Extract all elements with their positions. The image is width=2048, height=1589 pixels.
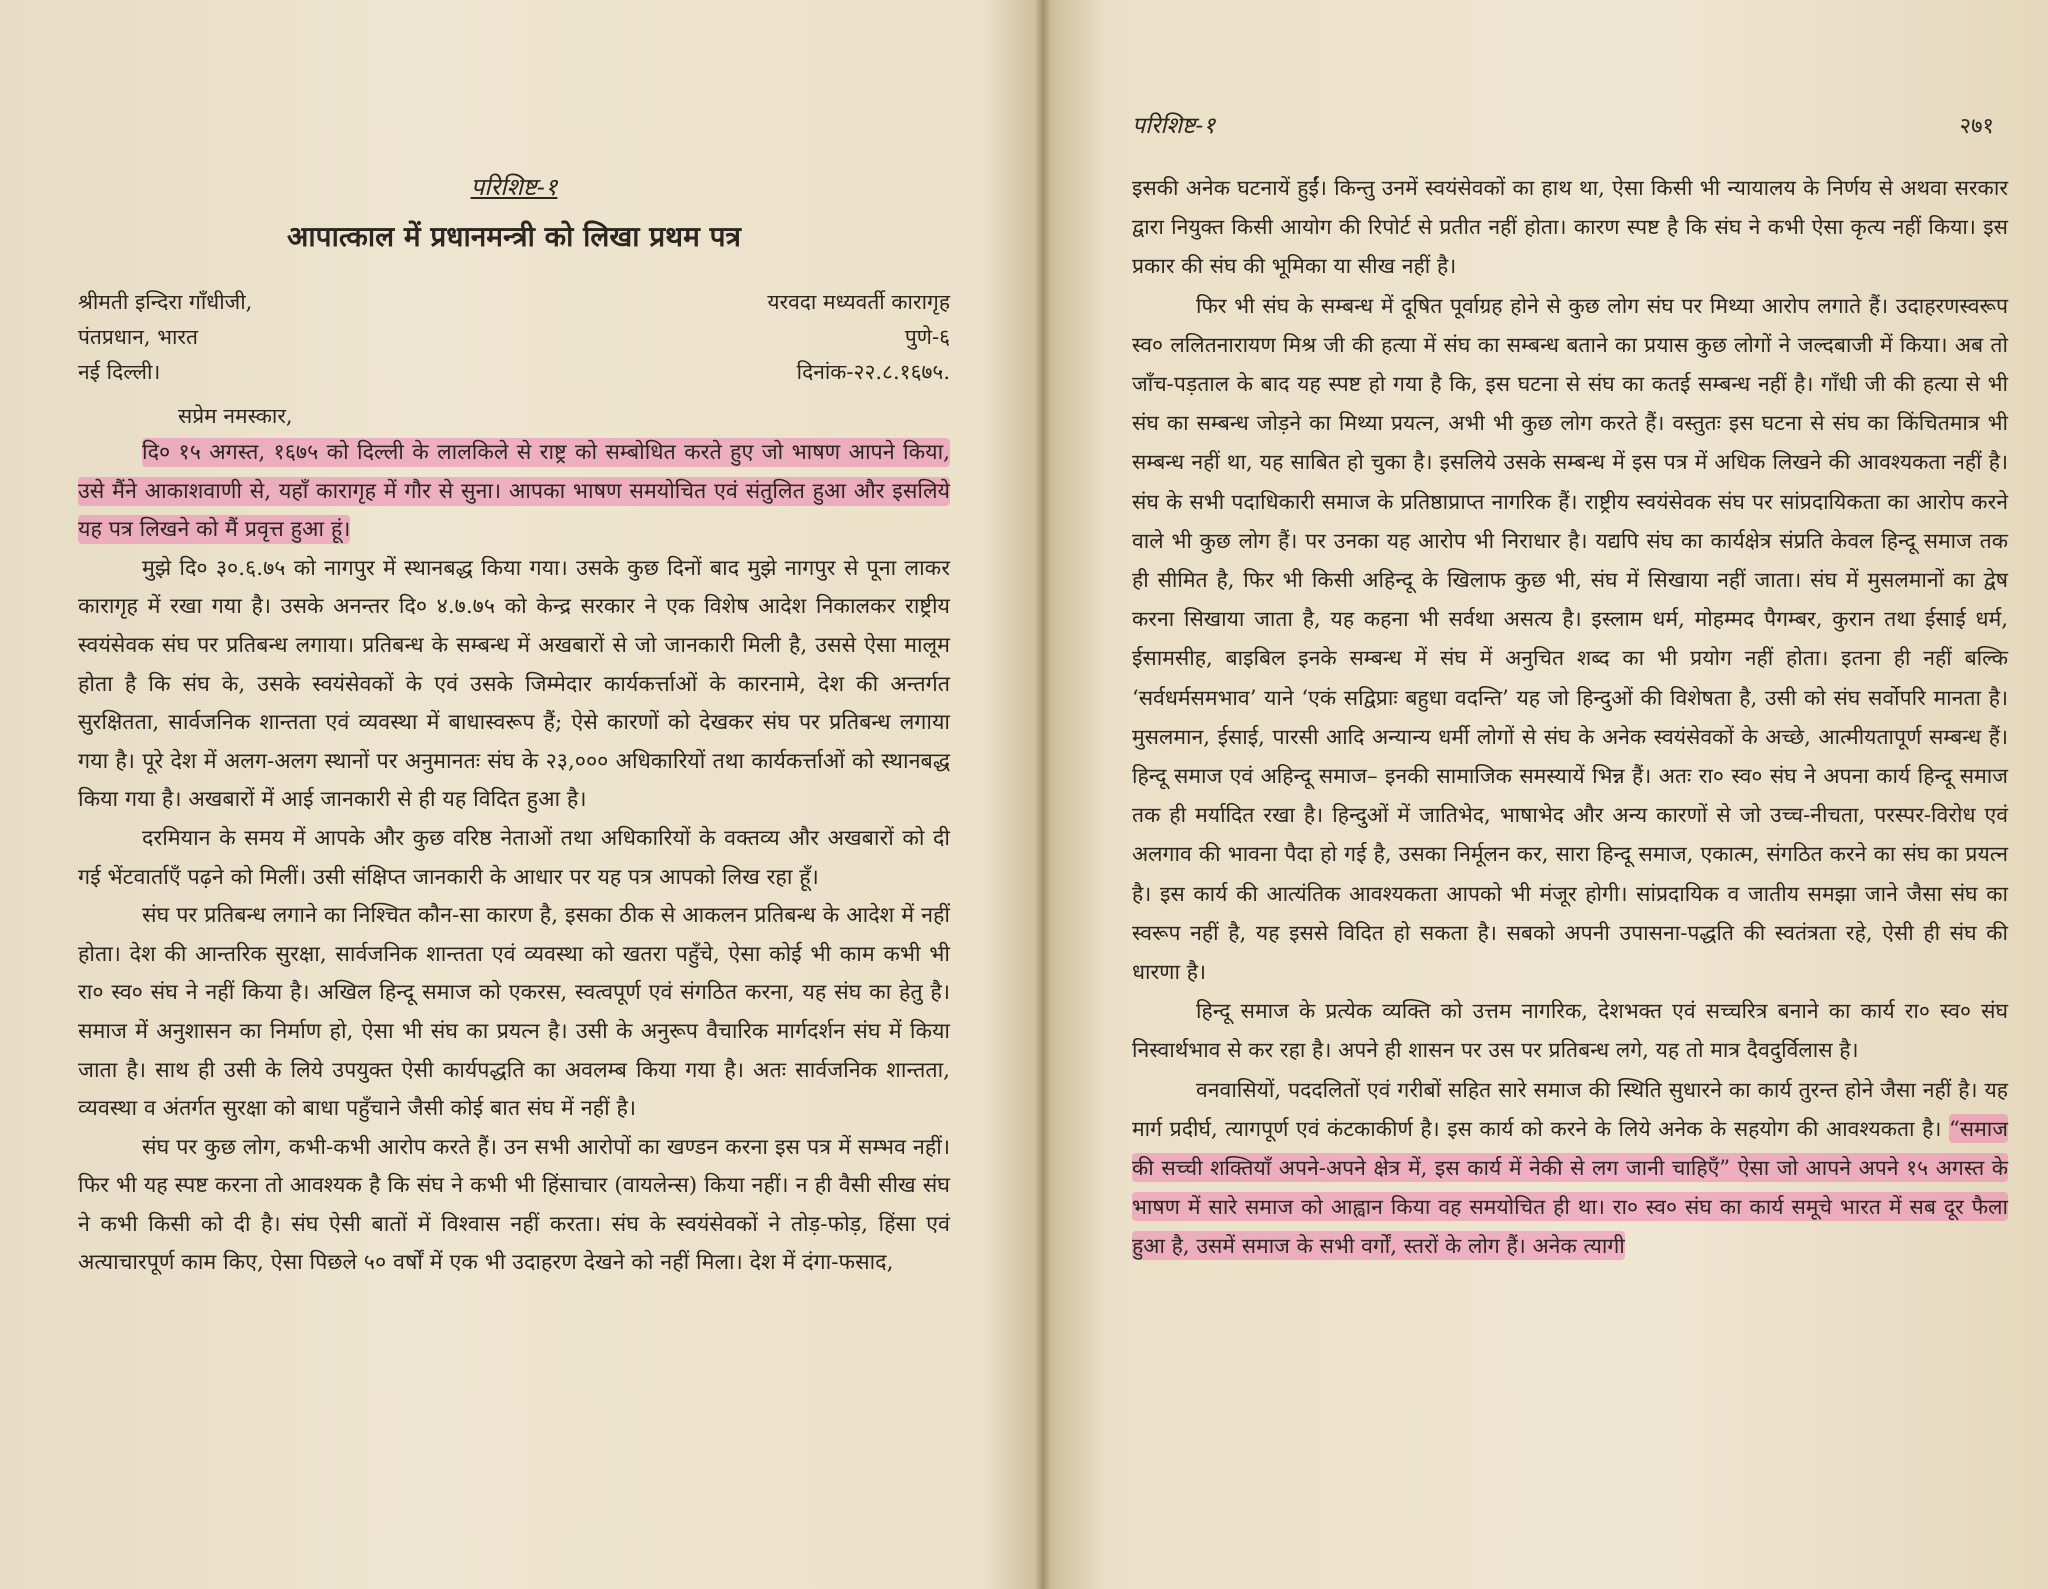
paragraph-5: संघ पर कुछ लोग, कभी-कभी आरोप करते हैं। उन सभी आरोपों का खण्डन करना इस पत्र में सम्भव नहीं। फिर भी यह स्पष्ट करना तो आवश्यक है कि संघ ने कभी भी हिंसाचार (वायलेन्स) किया नहीं। न ही वैसी सीख संघ ने कभी किसी को दी है। संघ ऐसी बातों में विश्वास नहीं करता। संघ के स्वयंसेवकों ने तोड़-फोड़, हिंसा एवं अत्याचारपूर्ण काम किए, ऐसा पिछले ५० वर्षों में एक भी उदाहरण देखने को नहीं मिला। देश में दंगा-फसाद, [78,1134,950,1276]
appendix-label: परिशिष्ट-१ [470,173,558,201]
running-header [1132,108,2008,140]
letter-date: दिनांक-२२.८.१६७५. [796,360,950,384]
letter-title: आपात्काल में प्रधानमन्त्री को लिखा प्रथम पत्र [287,220,741,253]
page-number: २७१ [1959,114,1994,139]
address-block [78,285,950,390]
paragraph-4-right [1132,1070,2008,1266]
highlighted-quote: “समाज की सच्ची शक्तियाँ अपने-अपने क्षेत्र में, इस कार्य में नेकी से लग जानी चाहिएँ” ऐसा जो आपने अपने १५ अगस्त के भाषण में सारे समाज को आह्वान किया वह समयोचित ही था। रा० स्व० संघ का कार्य समूचे भारत में सब दूर फैला हुआ है, उसमें समाज के सभी वर्गों, स्तरों के लोग हैं। अनेक त्यागी [1132,1115,2008,1259]
recipient-address [78,285,252,390]
running-title: परिशिष्ट-१ [1132,113,1216,139]
paragraph-2: मुझे दि० ३०.६.७५ को नागपुर में स्थानबद्ध किया गया। उसके कुछ दिनों बाद मुझे नागपुर से पूना लाकर कारागृह में रखा गया है। उसके अनन्तर दि० ४.७.७५ को केन्द्र सरकार ने एक विशेष आदेश निकालकर राष्ट्रीय स्वयंसेवक संघ पर प्रतिबन्ध लगाया। प्रतिबन्ध के सम्बन्ध में अखबारों से जो जानकारी मिली है, उससे ऐसा मालूम होता है कि संघ के, उसके स्वयंसेवकों के एवं उसके जिम्मेदार कार्यकर्त्ताओं के कारनामे, देश की अन्तर्गत सुरक्षितता, सार्वजनिक शान्तता एवं व्यवस्था में बाधास्वरूप हैं; ऐसे कारणों को देखकर संघ पर प्रतिबन्ध लगाया गया है। पूरे देश में अलग-अलग स्थानों पर अनुमानतः संघ के २३,००० अधिकारियों तथा कार्यकर्त्ताओं को स्थानबद्ध किया गया है। अखबारों में आई जानकारी से ही यह विदित हुआ है। [78,555,950,813]
paragraph-continued: इसकी अनेक घटनायें हुईं। किन्तु उनमें स्वयंसेवकों का हाथ था, ऐसा किसी भी न्यायालय के निर्णय से अथवा सरकार द्वारा नियुक्त किसी आयोग की रिपोर्ट से प्रतीत नहीं होता। कारण स्पष्ट है कि संघ ने कभी ऐसा कृत्य नहीं किया। इस प्रकार की संघ की भूमिका या सीख नहीं है। [1132,175,2008,279]
recipient-line-3: नई दिल्ली। [78,360,161,384]
sender-line-1: यरवदा मध्यवर्ती कारागृह [767,290,950,314]
salutation: सप्रेम नमस्कार, [178,404,293,428]
sender-address [767,285,950,390]
recipient-line-2: पंतप्रधान, भारत [78,325,198,349]
paragraph-1 [78,434,950,550]
paragraph-4: संघ पर प्रतिबन्ध लगाने का निश्चित कौन-सा कारण है, इसका ठीक से आकलन प्रतिबन्ध के आदेश में नहीं होता। देश की आन्तरिक सुरक्षा, सार्वजनिक शान्तता एवं व्यवस्था को खतरा पहुँचे, ऐसा कोई भी काम कभी भी रा० स्व० संघ ने नहीं किया है। अखिल हिन्दू समाज को एकरस, स्वत्वपूर्ण एवं संगठित करना, यह संघ का हेतु है। समाज में अनुशासन का निर्माण हो, ऐसा भी संघ का प्रयत्न है। उसी के अनुरूप वैचारिक मार्गदर्शन संघ में किया जाता है। साथ ही उसी के लिये उपयुक्त ऐसी कार्यपद्धति का अवलम्ब किया गया है। अतः सार्वजनिक शान्तता, व्यवस्था व अंतर्गत सुरक्षा को बाधा पहुँचाने जैसी कोई बात संघ में नहीं है। [78,903,950,1122]
sender-line-2: पुणे-६ [904,325,950,349]
paragraph-2-right: फिर भी संघ के सम्बन्ध में दूषित पूर्वाग्रह होने से कुछ लोग संघ पर मिथ्या आरोप लगाते हैं। उदाहरणस्वरूप स्व० ललितनारायण मिश्र जी की हत्या में संघ का सम्बन्ध बताने का प्रयास कुछ लोगों ने जल्दबाजी में किया। अब तो जाँच-पड़ताल के बाद यह स्पष्ट हो गया है कि, इस घटना से संघ का कतई सम्बन्ध नहीं है। गाँधी जी की हत्या से भी संघ का सम्बन्ध जोड़ने का मिथ्या प्रयत्न, अभी भी कुछ लोग करते हैं। वस्तुतः इस घटना से संघ का किंचितमात्र भी सम्बन्ध नहीं था, यह साबित हो चुका है। इसलिये उसके सम्बन्ध में इस पत्र में अधिक लिखने की आवश्यकता नहीं है। संघ के सभी पदाधिकारी समाज के प्रतिष्ठाप्राप्त नागरिक हैं। राष्ट्रीय स्वयंसेवक संघ पर सांप्रदायिकता का आरोप करने वाले भी कुछ लोग हैं। पर उनका यह आरोप भी निराधार है। यद्यपि संघ का कार्यक्षेत्र संप्रति केवल हिन्दू समाज तक ही सीमित है, फिर भी किसी अहिन्दू के खिलाफ कुछ भी, संघ में सिखाया नहीं जाता। संघ में मुसलमानों का द्वेष करना सिखाया जाता है, यह कहना भी सर्वथा असत्य है। इस्लाम धर्म, मोहम्मद पैगम्बर, कुरान तथा ईसाई धर्म, ईसामसीह, बाइबिल इनके सम्बन्ध में संघ में अनुचित शब्द का भी प्रयोग नहीं होता। इतना ही नहीं बल्कि ‘सर्वधर्मसमभाव’ याने ‘एकं सद्विप्राः बहुधा वदन्ति’ यह जो हिन्दुओं की विशेषता है, उसी को संघ सर्वोपरि मानता है। मुसलमान, ईसाई, पारसी आदि अन्यान्य धर्मी लोगों से संघ के अनेक स्वयंसेवकों के अच्छे, आत्मीयतापूर्ण सम्बन्ध हैं। हिन्दू समाज एवं अहिन्दू समाज– इनकी सामाजिक समस्यायें भिन्न हैं। अतः रा० स्व० संघ ने अपना कार्य हिन्दू समाज तक ही मर्यादित रखा है। हिन्दुओं में जातिभेद, भाषाभेद और अन्य कारणों से जो उच्च-नीचता, परस्पर-विरोध एवं अलगाव की भावना पैदा हो गई है, उसका निर्मूलन कर, सारा हिन्दू समाज, एकात्म, संगठित करने का संघ का प्रयत्न है। इस कार्य की आत्यंतिक आवश्यकता आपको भी मंजूर होगी। सांप्रदायिक व जातीय समझा जाने जैसा संघ का स्वरूप नहीं है, यह इससे विदित हो सकता है। सबको अपनी उपासना-पद्धति की स्वतंत्रता रहे, ऐसी ही संघ की धारणा है। [1132,292,2008,985]
right-page [1040,0,2048,1589]
paragraph-3: दरमियान के समय में आपके और कुछ वरिष्ठ नेताओं तथा अधिकारियों के वक्तव्य और अखबारों को दी गई भेंटवार्ताएँ पढ़ने को मिलीं। उसी संक्षिप्त जानकारी के आधार पर यह पत्र आपको लिख रहा हूँ। [78,825,950,890]
paragraph-4-start: वनवासियों, पददलितों एवं गरीबों सहित सारे समाज की स्थिति सुधारने का कार्य तुरन्त होने जैसा नहीं है। यह मार्ग प्रदीर्घ, त्यागपूर्ण एवं कंटकाकीर्ण है। इस कार्य को करने के लिये अनेक के सहयोग की आवश्यकता है। [1132,1076,2008,1141]
highlighted-text: दि० १५ अगस्त, १६७५ को दिल्ली के लालकिले से राष्ट्र को सम्बोधित करते हुए जो भाषण आपने किया, उसे मैंने आकाशवाणी से, यहाँ कारागृह में गौर से सुना। आपका भाषण समयोचित एवं संतुलित हुआ और इसलिये यह पत्र लिखने को मैं प्रवृत्त हुआ हूं। [78,440,950,543]
recipient-line-1: श्रीमती इन्दिरा गाँधीजी, [78,290,253,314]
paragraph-3-right: हिन्दू समाज के प्रत्येक व्यक्ति को उत्तम नागरिक, देशभक्त एवं सच्चरित्र बनाने का कार्य रा० स्व० संघ निस्वार्थभाव से कर रहा है। अपने ही शासन पर उस पर प्रतिबन्ध लगे, यह तो मात्र दैवदुर्विलास है। [1132,998,2008,1063]
